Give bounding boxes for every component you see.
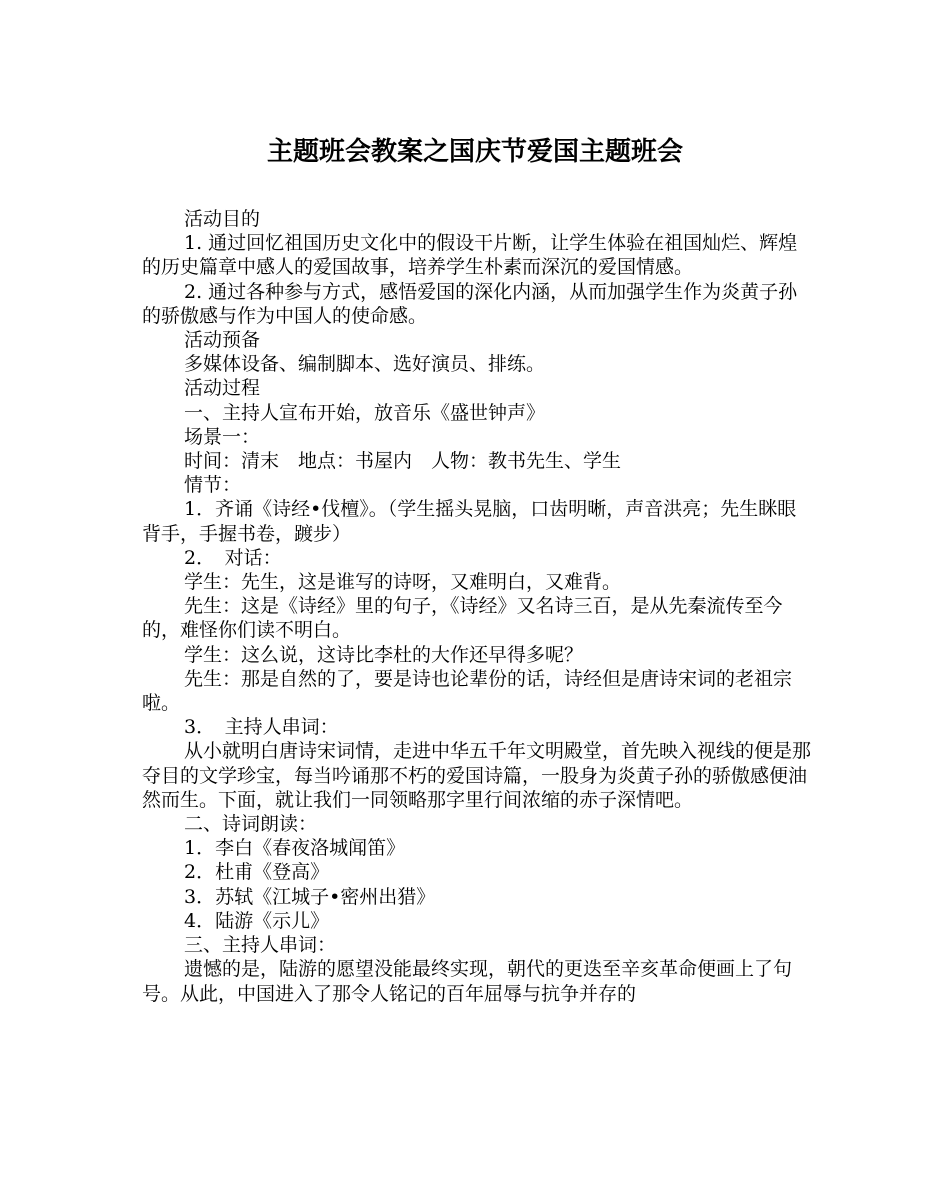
- paragraph: 活动预备: [184, 329, 261, 352]
- paragraph: 活动目的: [184, 208, 261, 230]
- paragraph: 1. 通过回忆祖国历史文化中的假设干片断，让学生体验在祖国灿烂、辉煌的历史篇章中感人的爱国故事，培养学生朴素而深沉的爱国情感。: [142, 232, 798, 279]
- paragraph: 先生：这是《诗经》里的句子，《诗经》又名诗三百，是从先秦流传至今的，难怪你们读不明白。: [142, 595, 783, 642]
- paragraph: 时间：清末 地点：书屋内 人物：教书先生、学生: [184, 450, 622, 473]
- paragraph: 二、诗词朗读：: [184, 813, 318, 836]
- paragraph: 从小就明白唐诗宋词情，走进中华五千年文明殿堂，首先映入视线的便是那夺目的文学珍宝，每当吟诵那不朽的爱国诗篇，一股身为炎黄子孙的骄傲感便油然而生。下面，就让我们一同领略那字里行间浓缩的赤子深情吧。: [142, 740, 812, 811]
- paragraph: 三、主持人串词：: [184, 934, 337, 957]
- paragraph: 情节：: [184, 474, 242, 497]
- paragraph: 一、主持人宣布开始，放音乐《盛世钟声》: [184, 401, 546, 424]
- paragraph: 1．李白《春夜洛城闻笛》: [184, 837, 406, 860]
- paragraph: 1．齐诵《诗经•伐檀》。（学生摇头晃脑，口齿明晰，声音洪亮；先生眯眼背手，手握书卷，踱步）: [142, 498, 797, 545]
- paragraph: 学生：这么说，这诗比李杜的大作还早得多呢？: [184, 643, 584, 666]
- paragraph: 多媒体设备、编制脚本、选好演员、排练。: [184, 353, 546, 376]
- paragraph: 4．陆游《示儿》: [184, 909, 330, 932]
- document-body: [142, 207, 812, 1006]
- paragraph: 活动过程: [184, 377, 261, 400]
- paragraph: 2． 对话：: [184, 546, 282, 569]
- paragraph: 遗憾的是，陆游的愿望没能最终实现，朝代的更迭至辛亥革命便画上了句号。从此，中国进入了那令人铭记的百年屈辱与抗争并存的: [142, 958, 793, 1005]
- paragraph: 先生：那是自然的了，要是诗也论辈份的话，诗经但是唐诗宋词的老祖宗啦。: [142, 667, 793, 715]
- document-title: 主题班会教案之国庆节爱国主题班会: [266, 137, 683, 167]
- paragraph: 2．杜甫《登高》: [184, 861, 330, 884]
- paragraph: 3．苏轼《江城子•密州出猎》: [184, 885, 436, 908]
- paragraph: 场景一：: [184, 425, 261, 448]
- paragraph: 2. 通过各种参与方式，感悟爱国的深化内涵，从而加强学生作为炎黄子孙的骄傲感与作为中国人的使命感。: [142, 280, 798, 327]
- paragraph: 3． 主持人串词：: [184, 716, 339, 739]
- paragraph: 学生：先生，这是谁写的诗呀，又难明白，又难背。: [184, 571, 622, 594]
